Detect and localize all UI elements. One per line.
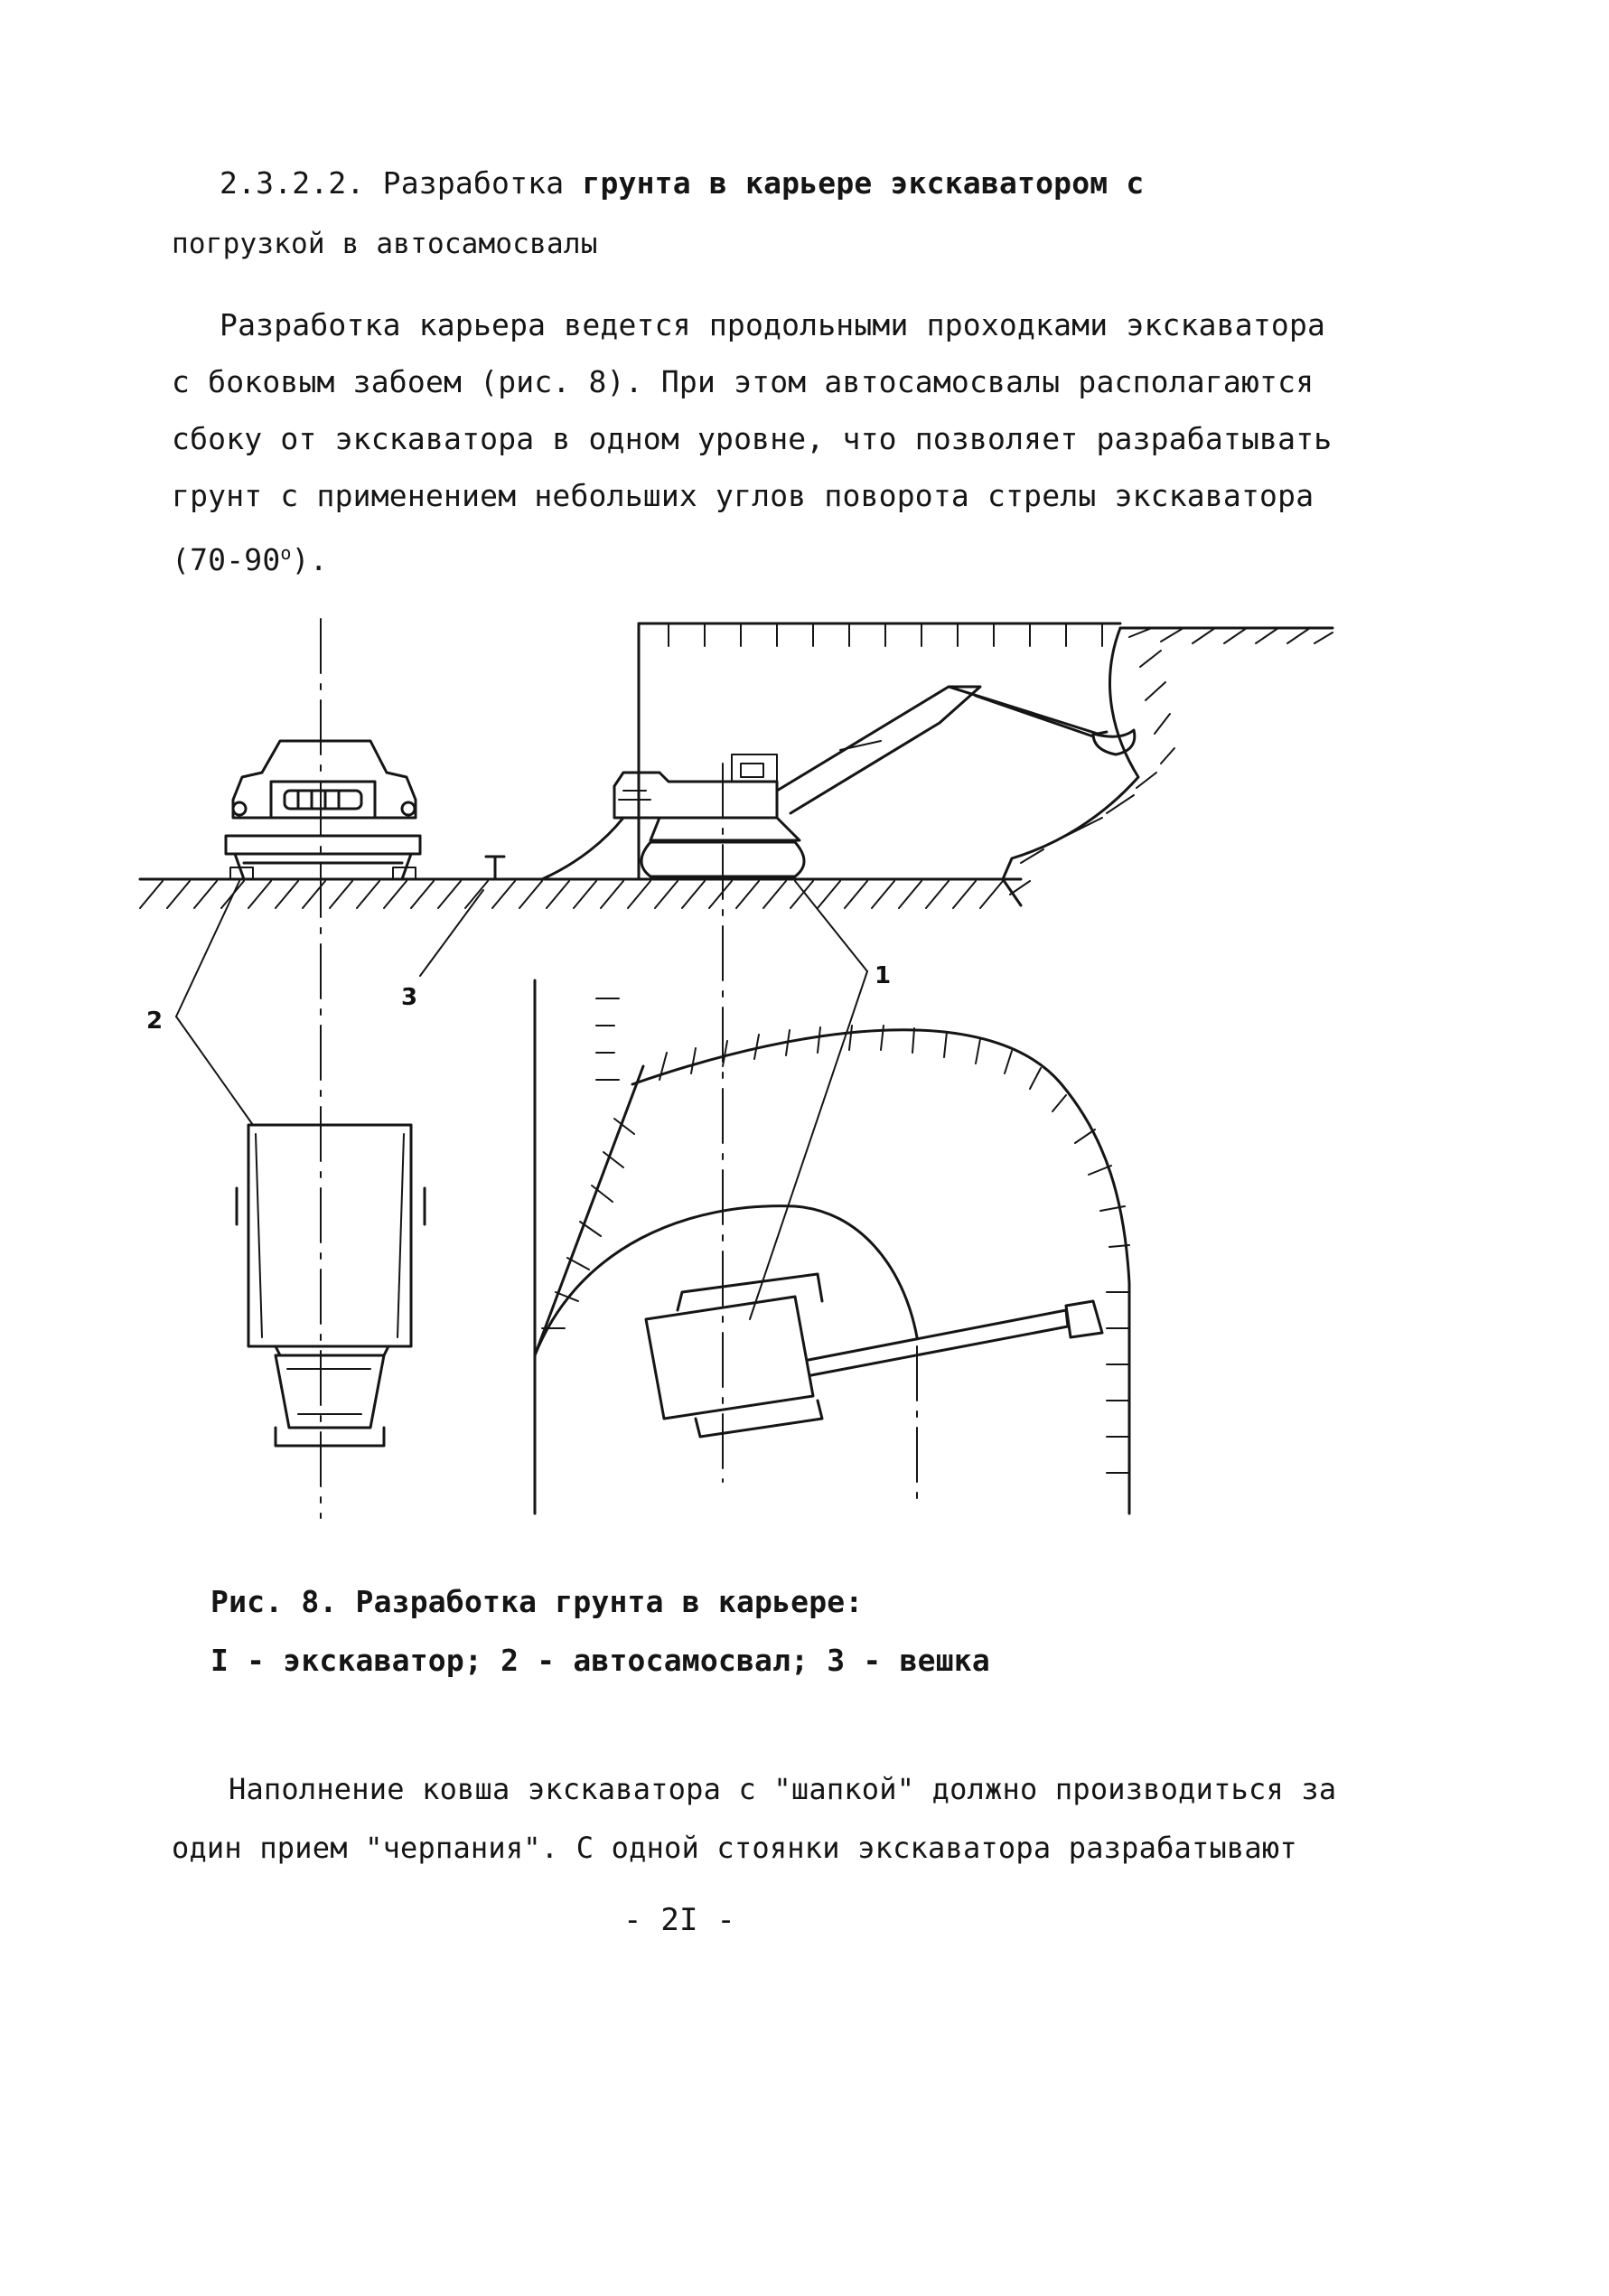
dump-truck-plan [237, 1125, 425, 1446]
section-heading-line2: погрузкой в автосамосвалы [172, 228, 598, 260]
figure-labels [146, 962, 891, 1035]
ground-surface [140, 879, 1021, 908]
paragraph-line: сбоку от экскаватора в одном уровне, что позволяет разрабатывать [172, 421, 1333, 456]
angle-range: (70-90 [172, 542, 281, 577]
label-marker: 3 [401, 984, 418, 1011]
paragraph-line: грунт с применением небольших углов поворота стрелы экскаватора [172, 478, 1314, 513]
label-excavator: 1 [875, 962, 892, 989]
leader-lines [176, 881, 867, 1319]
center-lines [321, 619, 917, 1518]
dump-truck-side [226, 741, 420, 879]
section-number: 2.3.2.2. [220, 165, 365, 201]
paragraph-line: Разработка карьера ведется продольными проходками экскаватора [220, 307, 1326, 342]
label-dump-truck: 2 [146, 1007, 164, 1035]
section-title-bold: грунта в карьере экскаватором с [582, 165, 1145, 201]
marker-pole [486, 857, 504, 879]
excavator-plan [646, 1274, 1102, 1437]
section-title-part: Разработка [382, 165, 565, 201]
paragraph-line: один прием "черпания". С одной стоянки экскаватора разрабатывают [172, 1831, 1297, 1865]
figure-caption-legend: I - экскаватор; 2 - автосамосвал; 3 - вешка [210, 1643, 990, 1678]
figure-caption-title: Рис. 8. Разработка грунта в карьере: [210, 1584, 864, 1619]
paragraph-line: Наполнение ковша экскаватора с "шапкой" должно производиться за [229, 1772, 1337, 1806]
paragraph-end: ). [291, 542, 328, 577]
quarry-face [1003, 628, 1333, 905]
excavation-section [542, 623, 1120, 879]
excavator-side [614, 687, 1135, 876]
swing-radius-plan [535, 980, 1129, 1513]
paragraph-line: с боковым забоем (рис. 8). При этом автосамосвалы располагаются [172, 364, 1314, 399]
page-number: - 2I - [623, 1902, 736, 1938]
degree-mark: о [280, 542, 292, 564]
